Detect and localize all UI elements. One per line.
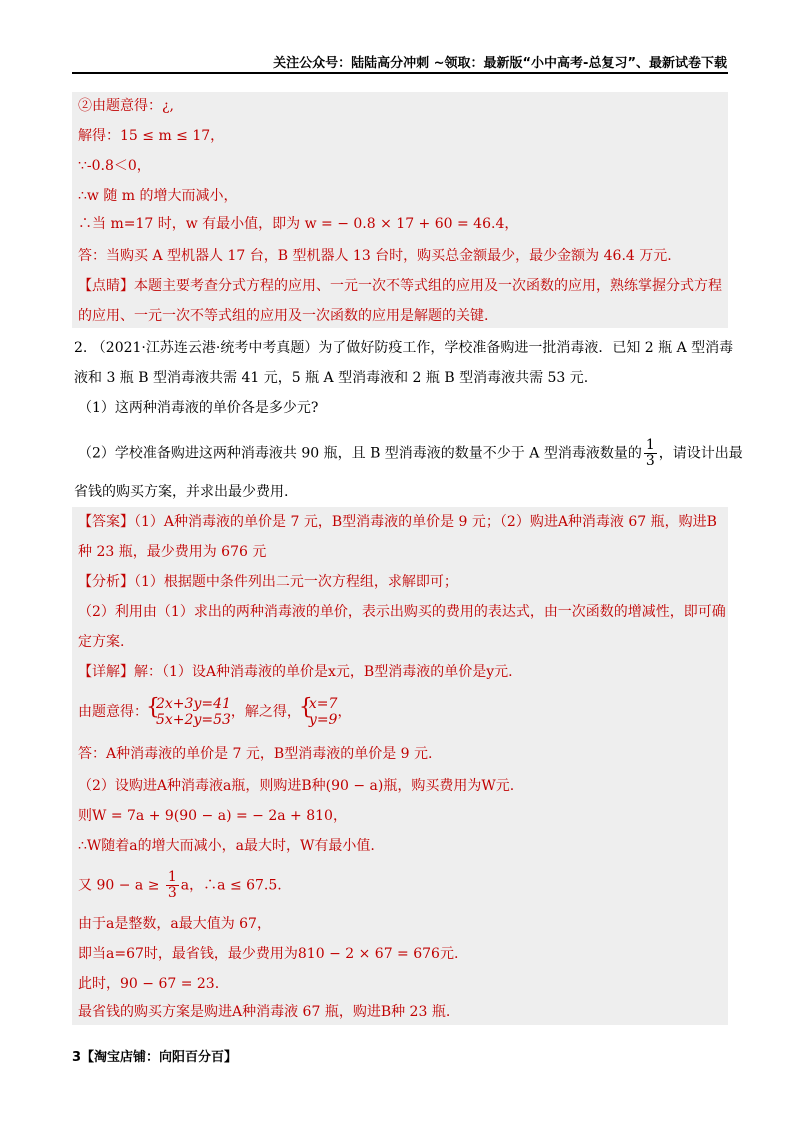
detail-text: ， [337, 704, 352, 720]
text-line: ②由题意得：¿, [78, 98, 174, 114]
detail-line: 最省钱的购买方案是购进A种消毒液 67 瓶，购进B种 23 瓶. [78, 1004, 451, 1020]
question-line: 液和 3 瓶 B 型消毒液共需 41 元，5 瓶 A 型消毒液和 2 瓶 B 型消毒液共需 53 元. [74, 370, 589, 386]
equation: { 2x+3y=41 [156, 696, 231, 712]
question-line: 省钱的购买方案，并求出最少费用. [74, 484, 289, 500]
detail-line: 即当a=67时，最省钱，最少费用为810 − 2 × 67 = 676元. [78, 946, 459, 962]
text-line: ∴w 随 m 的增大而减小， [78, 188, 238, 204]
analysis-line: （2）利用由（1）求出的两种消毒液的单价，表示出购买的费用的表达式，由一次函数的增减性，即可确 [78, 604, 726, 620]
detail-line: 【详解】解：（1）设A种消毒液的单价是x元，B型消毒液的单价是y元. [78, 664, 513, 680]
equation-system [148, 696, 231, 728]
question-line: 2. （2021·江苏连云港·统考中考真题）为了做好防疫工作，学校准备购进一批消毒液．已知 2 瓶 A 型消毒 [74, 340, 734, 356]
page-footer: 3【淘宝店铺：向阳百分百】 [72, 1050, 238, 1065]
question-line: （1）这两种消毒液的单价各是多少元? [78, 400, 319, 416]
detail-text: a，∴a ≤ 67.5. [180, 877, 282, 894]
equation-system-line [78, 696, 351, 728]
text-line: ∴当 m=17 时，w 有最小值，即为 w = − 0.8 × 17 + 60 = 46.4， [78, 216, 519, 232]
fraction-denominator: 3 [167, 885, 177, 901]
fraction-one-third [644, 438, 657, 469]
fraction-denominator: 3 [645, 453, 655, 469]
page-header: 关注公众号：陆陆高分冲刺 ~领取：最新版“小中高考-总复习”、最新试卷下载 [273, 56, 727, 71]
analysis-line: 【分析】（1）根据题中条件列出二元一次方程组，求解即可； [78, 574, 458, 590]
detail-line: 此时，90 − 67 = 23. [78, 976, 220, 992]
detail-line: ∴W随着a的增大而减小，a最大时，W有最小值. [78, 838, 375, 854]
equation: { x=7 [308, 696, 338, 712]
equation: 5x+2y=53 [156, 712, 231, 728]
detail-line: 答：A种消毒液的单价是 7 元，B型消毒液的单价是 9 元. [78, 746, 433, 762]
fraction-one-third [166, 870, 179, 901]
detail-text: 又 90 − a ≥ [78, 877, 164, 894]
detail-line [78, 870, 282, 901]
detail-text: ，解之得， [230, 704, 301, 720]
answer-line: 【答案】（1）A种消毒液的单价是 7 元，B型消毒液的单价是 9 元；（2）购进A种消毒液 67 瓶，购进B [78, 514, 717, 530]
analysis-line: 定方案. [78, 634, 125, 650]
text-line: 答：当购买 A 型机器人 17 台，B 型机器人 13 台时，购买总金额最少，最少金额为 46.4 万元. [78, 248, 672, 264]
fraction-numerator: 1 [645, 437, 655, 453]
fraction-numerator: 1 [167, 869, 177, 885]
header-rule [72, 72, 728, 74]
question-text: ，请设计出最 [658, 445, 743, 462]
detail-text: 由题意得： [78, 704, 148, 720]
text-line: 解得：15 ≤ m ≤ 17， [78, 128, 225, 144]
answer-line: 种 23 瓶，最少费用为 676 元 [78, 544, 267, 560]
solution-system [301, 696, 338, 728]
key-point-line: 【点睛】本题主要考查分式方程的应用、一元一次不等式组的应用及一次函数的应用，熟练掌握分式方程 [78, 278, 722, 294]
detail-line: （2）设购进A种消毒液a瓶，则购进B种(90 − a)瓶，购买费用为W元. [78, 778, 515, 794]
detail-line: 由于a是整数，a最大值为 67， [78, 916, 271, 932]
question-line [78, 438, 743, 469]
key-point-line: 的应用、一元一次不等式组的应用及一次函数的应用是解题的关键. [78, 308, 489, 324]
equation: y=9 [308, 712, 338, 728]
question-text: （2）学校准备购进这两种消毒液共 90 瓶，且 B 型消毒液的数量不少于 A 型消毒液数量的 [78, 445, 642, 462]
detail-line: 则W = 7a + 9(90 − a) = − 2a + 810， [78, 808, 347, 824]
text-line: ∵-0.8＜0， [78, 158, 151, 174]
